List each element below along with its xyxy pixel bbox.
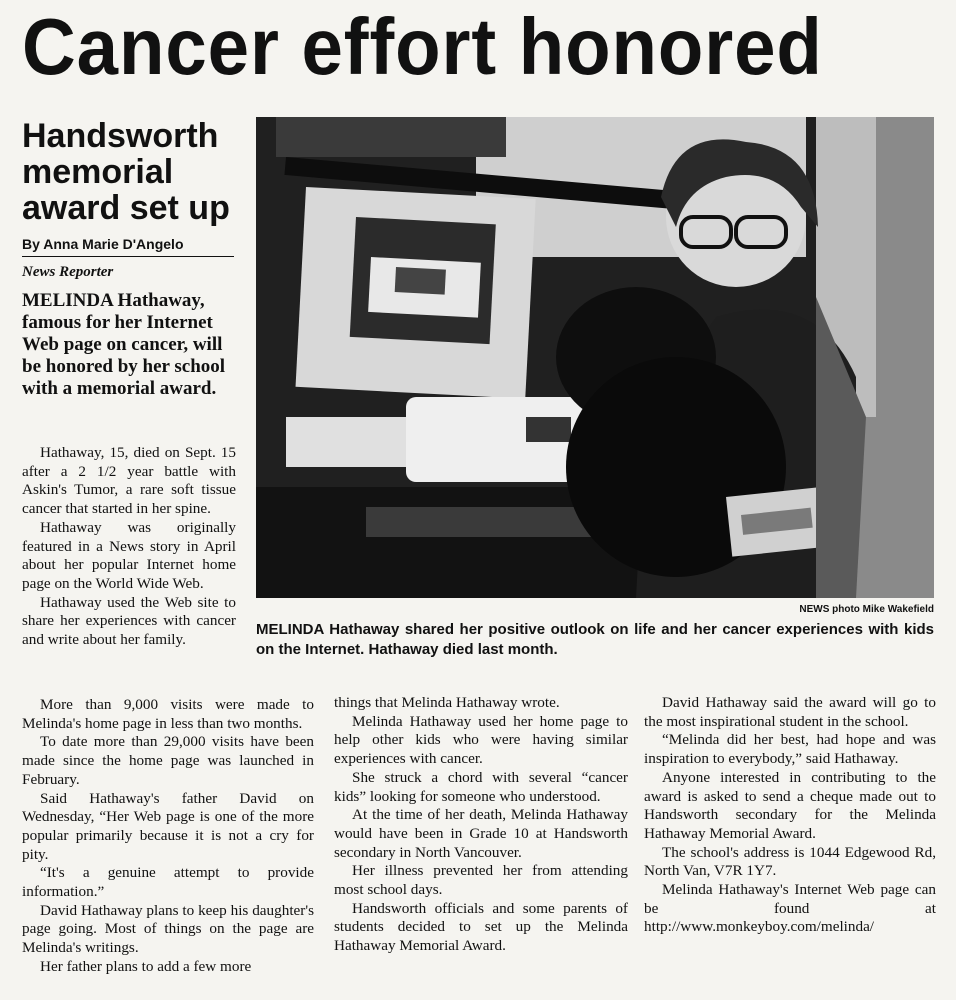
paragraph: Melinda Hathaway's Internet Web page can be found at http://www.monkeyboy.com/melinda/ (644, 881, 936, 936)
photo-caption: MELINDA Hathaway shared her positive outlook on life and her cancer experiences with kids on the Internet. Hathaway died last month. (256, 621, 934, 658)
photo-illustration (256, 117, 934, 598)
paragraph: Hathaway, 15, died on Sept. 15 after a 2 1/2 year battle with Askin's Tumor, a rare soft tissue cancer that started in her spine. (22, 444, 236, 518)
headline: Cancer effort honored (22, 2, 823, 91)
paragraph: The school's address is 1044 Edgewood Rd, North Van, V7R 1Y7. (644, 843, 936, 880)
paragraph: She struck a chord with several “cancer kids” looking for someone who understood. (334, 768, 628, 805)
paragraph: “It's a genuine attempt to provide information.” (22, 864, 314, 901)
paragraph: Said Hathaway's father David on Wednesday, “Her Web page is one of the more popular primarily because it is not a cry for pity. (22, 789, 314, 863)
paragraph: At the time of her death, Melinda Hathaway would have been in Grade 10 at Handsworth secondary in North Vancouver. (334, 806, 628, 861)
column-1 (22, 696, 314, 977)
column-2 (334, 694, 628, 956)
paragraph: More than 9,000 visits were made to Melinda's home page in less than two months. (22, 696, 314, 732)
paragraph: David Hathaway said the award will go to the most inspirational student in the school. (644, 694, 936, 730)
paragraph: Her illness prevented her from attending most school days. (334, 862, 628, 899)
lede-paragraph: MELINDA Hathaway, famous for her Internet Web page on cancer, will be honored by her school with a memorial award. (22, 290, 226, 399)
photo-credit: NEWS photo Mike Wakefield (799, 604, 934, 615)
left-column (22, 444, 236, 650)
byline: By Anna Marie D'Angelo (22, 236, 234, 257)
paragraph: Handsworth officials and some parents of students decided to set up the Melinda Hathaway Memorial Award. (334, 899, 628, 955)
paragraph: David Hathaway plans to keep his daughter's page going. Most of things on the page are Melinda's writings. (22, 901, 314, 957)
column-3 (644, 694, 936, 937)
paragraph: Melinda Hathaway used her home page to help other kids who were having similar experiences with cancer. (334, 712, 628, 768)
paragraph: Anyone interested in contributing to the award is asked to send a cheque made out to Handsworth secondary for the Melinda Hathaway Memorial Award. (644, 768, 936, 842)
paragraph: “Melinda did her best, had hope and was inspiration to everybody,” said Hathaway. (644, 731, 936, 768)
paragraph: Hathaway was originally featured in a News story in April about her popular Internet home page on the World Wide Web. (22, 518, 236, 592)
subheadline: Handsworth memorial award set up (22, 117, 230, 227)
paragraph: things that Melinda Hathaway wrote. (334, 694, 560, 711)
paragraph: Her father plans to add a few more (40, 957, 252, 975)
reporter-role: News Reporter (22, 264, 114, 280)
paragraph: Hathaway used the Web site to share her experiences with cancer and write about her family. (22, 593, 236, 649)
paragraph: To date more than 29,000 visits have been made since the home page was launched in February. (22, 733, 314, 788)
article-photo (256, 117, 934, 598)
